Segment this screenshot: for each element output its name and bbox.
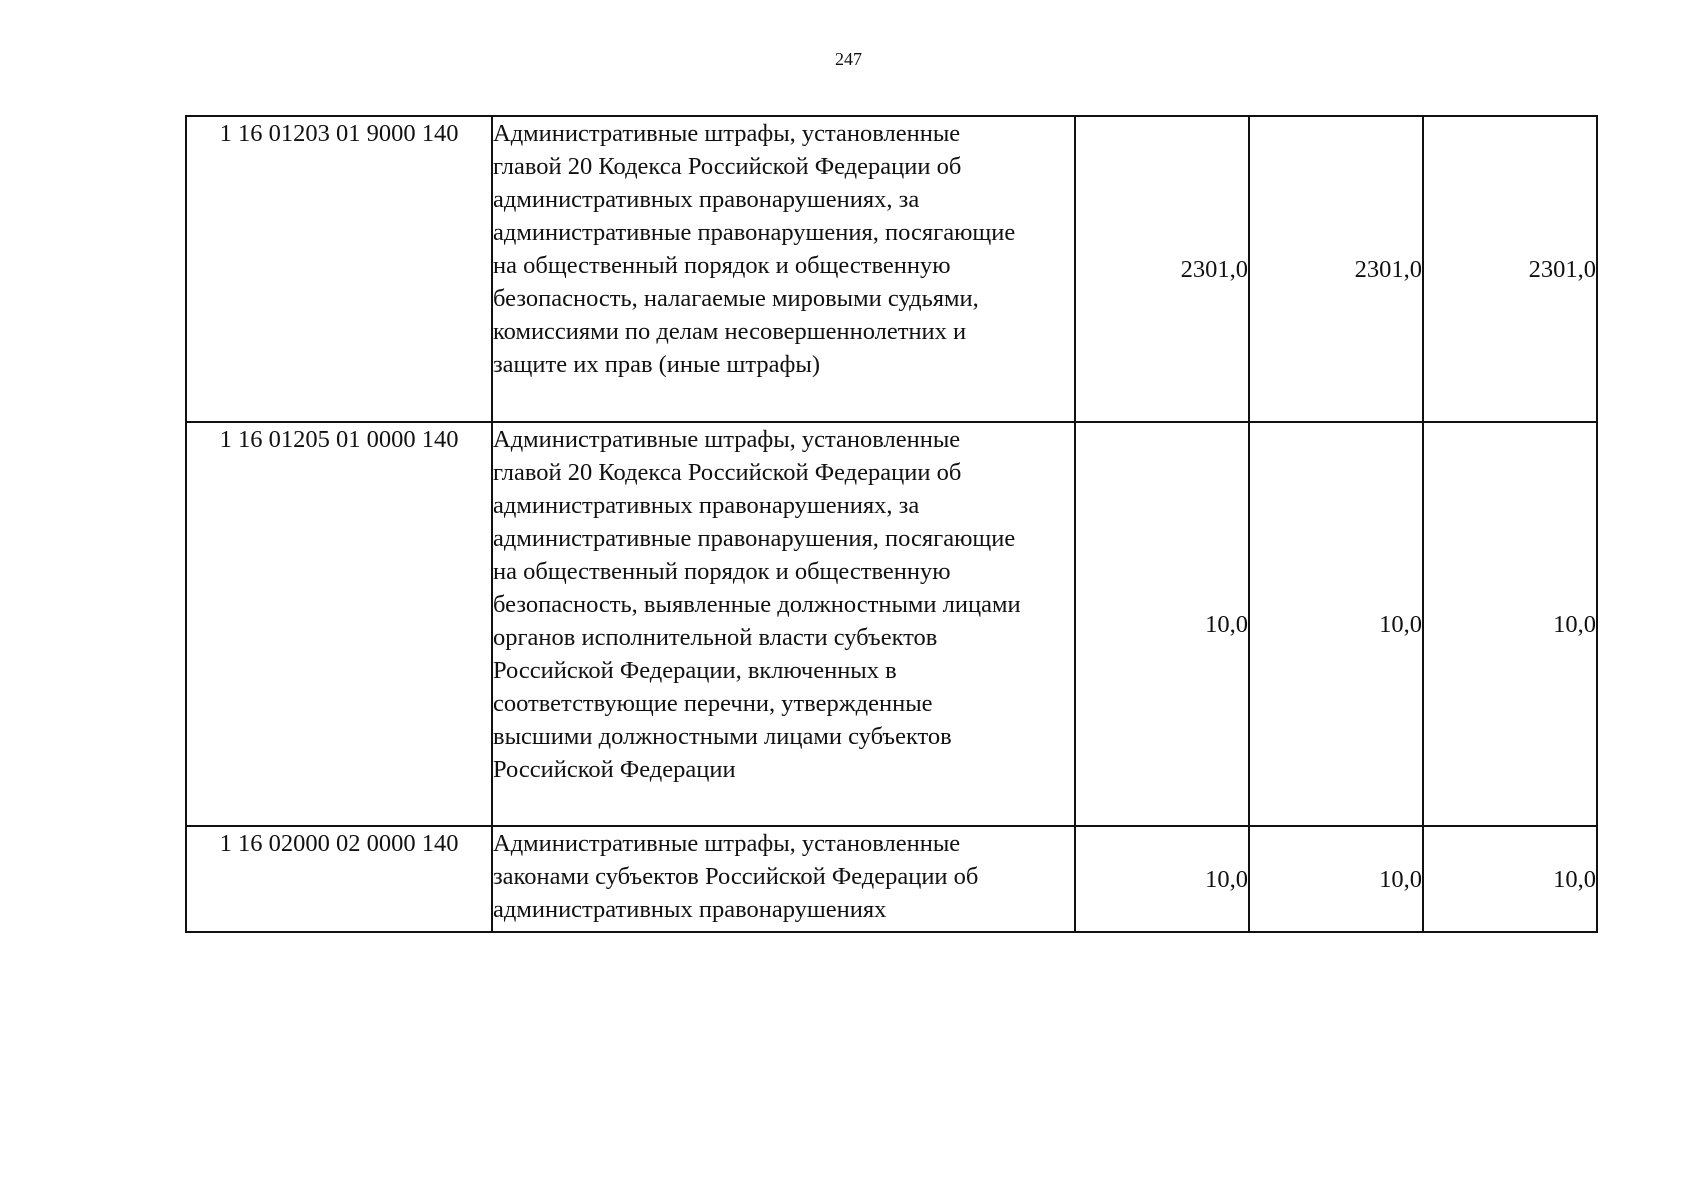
amount-value: 10,0 [1075,826,1249,932]
description-line: комиссиями по делам несовершеннолетних и [493,318,967,345]
description-line: главой 20 Кодекса Российской Федерации об [493,459,962,486]
description-line: высшими должностными лицами субъектов [493,723,952,750]
amount-value: 2301,0 [1075,116,1249,422]
budget-code: 1 16 02000 02 0000 140 [186,826,492,932]
description-line: Российской Федерации, включенных в [493,657,897,684]
amount-value: 10,0 [1075,422,1249,826]
description-line: законами субъектов Российской Федерации об [493,863,979,890]
amount-value: 10,0 [1249,422,1423,826]
description-line: административных правонарушениях [493,896,887,923]
description-line: безопасность, налагаемые мировыми судьями, [493,285,979,312]
description-line: главой 20 Кодекса Российской Федерации об [493,153,962,180]
description-line: защите их прав (иные штрафы) [493,351,820,378]
description-line: Российской Федерации [493,756,736,783]
page-number: 247 [835,49,862,69]
description-line: Административные штрафы, установленные [493,426,961,453]
budget-table [185,115,1598,933]
description-line: административные правонарушения, посягающие [493,219,1016,246]
amount-value: 2301,0 [1423,116,1597,422]
amount-value: 10,0 [1423,422,1597,826]
description-line: соответствующие перечни, утвержденные [493,690,933,717]
table-row [186,422,1597,826]
description-line: Административные штрафы, установленные [493,830,961,857]
description-line: на общественный порядок и общественную [493,252,951,279]
row-description [492,422,1075,826]
budget-code: 1 16 01205 01 0000 140 [186,422,492,826]
description-line: административных правонарушениях, за [493,492,920,519]
amount-value: 10,0 [1423,826,1597,932]
description-line: административных правонарушениях, за [493,186,920,213]
row-description [492,826,1075,932]
description-line: на общественный порядок и общественную [493,558,951,585]
description-line: Административные штрафы, установленные [493,120,961,147]
table-row [186,826,1597,932]
description-line: безопасность, выявленные должностными лицами [493,591,1021,618]
description-line: административные правонарушения, посягающие [493,525,1016,552]
table-row [186,116,1597,422]
amount-value: 10,0 [1249,826,1423,932]
description-line: органов исполнительной власти субъектов [493,624,938,651]
amount-value: 2301,0 [1249,116,1423,422]
row-description [492,116,1075,422]
budget-code: 1 16 01203 01 9000 140 [186,116,492,422]
